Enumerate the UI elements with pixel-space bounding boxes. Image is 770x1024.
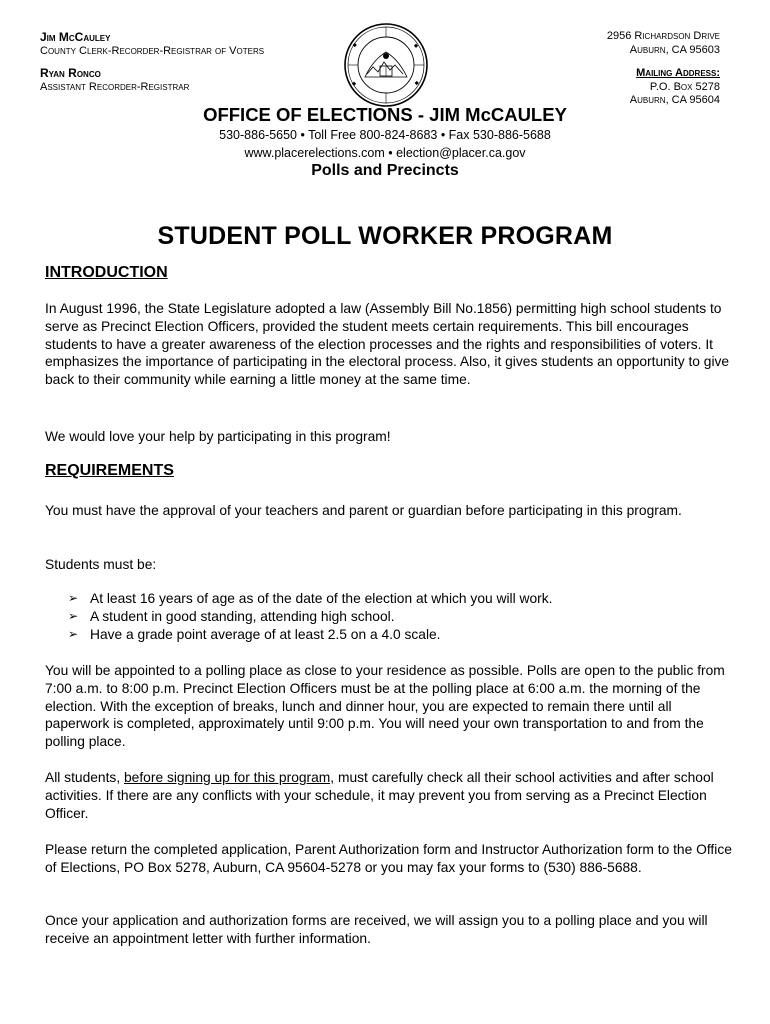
document-title: STUDENT POLL WORKER PROGRAM (157, 222, 613, 250)
letterhead-left (40, 30, 264, 94)
clerk-name: Jim McCauley (40, 30, 111, 44)
approval-paragraph: You must have the approval of your teachers and parent or guardian before participating in this program. (45, 503, 682, 518)
return-forms-paragraph: Please return the completed application, Parent Authorization form and Instructor Authorization form to the Office of Elections, PO Box 5278, Auburn, CA 95604-5278 or you may fax your forms to (530) 886-5688. (45, 842, 732, 875)
county-seal-icon (343, 22, 429, 108)
requirements-heading: REQUIREMENTS (45, 462, 174, 479)
list-item: ➢ Have a grade point average of at least 2.5 on a 4.0 scale. (68, 626, 441, 642)
clerk-title: County Clerk-Recorder-Registrar of Voters (40, 45, 265, 57)
office-title: OFFICE OF ELECTIONS - JIM McCAULEY (203, 104, 567, 125)
schedule-check-paragraph: All students, before signing up for this program, must carefully check all their school activities and after school activities. If there are any conflicts with your schedule, it may prevent you from serving as a Precinct Election Officer. (45, 770, 714, 821)
arrow-bullet-icon: ➢ (68, 591, 79, 605)
appointment-paragraph: Once your application and authorization forms are received, we will assign you to a polling place and you will receive an appointment letter with further information. (45, 913, 708, 946)
students-must-be: Students must be: (45, 557, 157, 572)
introduction-paragraph: In August 1996, the State Legislature adopted a law (Assembly Bill No.1856) permitting high school students to serve as Precinct Election Officers, provided the student meets certain requirements. This bill encourages students to have a greater awareness of the election processes and the rights and responsibilities of voters. It emphasizes the importance of participating in the electoral process. Also, it gives students an opportunity to give back to their community while earning a little money at the same time. (45, 301, 730, 388)
city-address: Auburn, CA 95603 (629, 43, 720, 56)
contact-line: 530-886-5650 • Toll Free 800-824-8683 • Fax 530-886-5688 (219, 128, 551, 142)
arrow-bullet-icon: ➢ (68, 626, 79, 641)
web-email-line: www.placerelections.com • election@placer.ca.gov (244, 146, 526, 160)
po-box: P.O. Box 5278 (649, 80, 720, 93)
mailing-city: Auburn, CA 95604 (629, 94, 720, 106)
mailing-address-heading: Mailing Address: (636, 67, 720, 79)
assistant-name: Ryan Ronco (40, 66, 101, 80)
list-item: ➢ At least 16 years of age as of the date of the election at which you will work. (68, 591, 553, 606)
underlined-phrase: before signing up for this program, (124, 770, 335, 785)
introduction-callout: We would love your help by participating in this program! (45, 429, 391, 444)
street-address: 2956 Richardson Drive (606, 30, 720, 42)
letterhead-right (607, 30, 720, 108)
arrow-bullet-icon: ➢ (68, 608, 79, 623)
polling-place-paragraph: You will be appointed to a polling place as close to your residence as possible. Polls are open to the public from 7:00 a.m. to 8:00 p.m. Precinct Election Officers must be at the polling place at 6:00 a.m. the morning of the election. With the exception of breaks, lunch and dinner hour, you are expected to remain there until all paperwork is completed, approximately until 9:00 p.m. You will need your own transportation to and from the polling place. (45, 663, 725, 750)
department-name: Polls and Precincts (311, 162, 459, 179)
requirements-list (68, 590, 552, 643)
list-item: ➢ A student in good standing, attending high school. (68, 608, 395, 624)
introduction-heading: INTRODUCTION (45, 264, 168, 281)
assistant-title: Assistant Recorder-Registrar (40, 81, 190, 93)
